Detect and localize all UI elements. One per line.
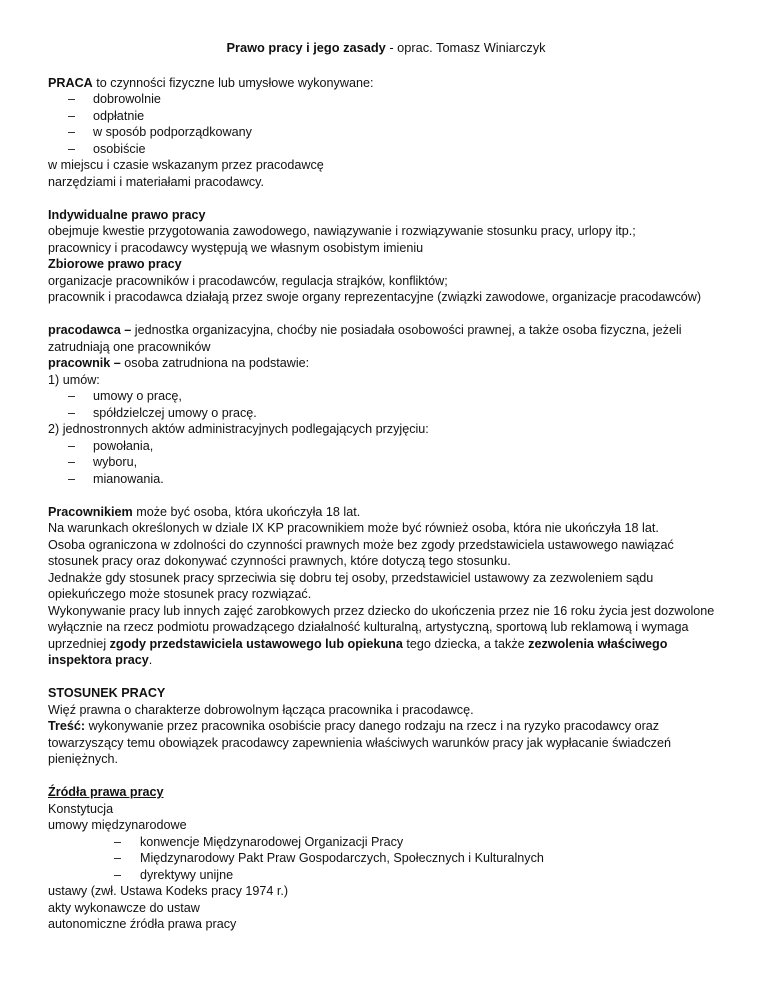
list-item: – osobiście	[48, 141, 724, 158]
praca-line-1: w miejscu i czasie wskazanym przez pracodawcę	[48, 158, 324, 172]
collective-law-heading-text: Zbiorowe prawo pracy	[48, 257, 182, 271]
pracownik-text: osoba zatrudniona na podstawie:	[120, 356, 310, 370]
individual-law-heading	[48, 207, 724, 224]
list-item: – dobrowolnie	[48, 91, 724, 108]
age-line-5-e: .	[148, 653, 153, 667]
document-title	[48, 40, 724, 57]
list-item: – umowy o pracę,	[48, 388, 724, 405]
sources-line-2: umowy międzynarodowe	[48, 818, 187, 832]
pracownik-definition	[48, 355, 724, 372]
list-item: – Międzynarodowy Pakt Praw Gospodarczych, Społecznych i Kulturalnych	[48, 850, 724, 867]
pracodawca-term: pracodawca –	[48, 323, 132, 337]
sources-line-5: autonomiczne źródła prawa pracy	[48, 917, 237, 931]
title-main: Prawo pracy i jego zasady	[226, 40, 386, 55]
stosunek-heading-text: STOSUNEK PRACY	[48, 686, 166, 700]
praca-term: PRACA	[48, 75, 93, 90]
individual-law-heading-text: Indywidualne prawo pracy	[48, 207, 206, 222]
section-sources	[48, 784, 724, 933]
section-stosunek	[48, 685, 724, 768]
praca-line-2: narzędziami i materiałami pracodawcy.	[48, 174, 265, 189]
pracodawca-text: jednostka organizacyjna, choćby nie posiadała osobowości prawnej, a także osoba fizyczna, jeżeli zatrudniają one pracowników	[48, 323, 682, 354]
praca-intro-text: to czynności fizyczne lub umysłowe wykonywane:	[92, 75, 374, 90]
pracownikiem-term: Pracownikiem	[48, 504, 133, 519]
section-definitions	[48, 322, 724, 487]
individual-law-line-2: pracownicy i pracodawcy występują we własnym osobistym imieniu	[48, 240, 424, 255]
list-item: – spółdzielczej umowy o pracę.	[48, 405, 724, 422]
sources-list	[48, 834, 724, 884]
age-line-5-a: Wykonywanie pracy lub innych zajęć zarobkowych przez dziecko do ukończenia przez nie 16 roku życia jest dozwolone wyłącznie na rzecz podmiotu prowadzącego działalność kulturalną, artystyczną, sportową lub reklamową i wymaga uprzedniej	[48, 603, 715, 651]
group-2-label: 2) jednostronnych aktów administracyjnych podlegających przyjęciu:	[48, 422, 429, 436]
list-item: – odpłatnie	[48, 108, 724, 125]
age-line-1-text: może być osoba, która ukończyła 18 lat.	[132, 504, 361, 519]
list-item: – powołania,	[48, 438, 724, 455]
praca-intro	[48, 75, 724, 92]
collective-law-line-1: organizacje pracowników i pracodawców, regulacja strajków, konfliktów;	[48, 273, 448, 288]
section-praca	[48, 75, 724, 191]
sources-line-3: ustawy (zwł. Ustawa Kodeks pracy 1974 r.)	[48, 884, 289, 898]
age-line-1	[48, 504, 724, 521]
collective-law-line-2: pracownik i pracodawca działają przez swoje organy reprezentacyjne (związki zawodowe, organizacje pracodawców)	[48, 290, 702, 304]
list-item: – mianowania.	[48, 471, 724, 488]
age-line-5-b: zgody przedstawiciela ustawowego lub opiekuna	[109, 636, 403, 651]
list-item: – dyrektywy unijne	[48, 867, 724, 884]
group-1-label: 1) umów:	[48, 372, 100, 387]
list-item: – konwencje Międzynarodowej Organizacji Pracy	[48, 834, 724, 851]
age-line-2: Na warunkach określonych w dziale IX KP pracownikiem może być również osoba, która nie ukończyła 18 lat.	[48, 521, 659, 535]
group-2-list	[48, 438, 724, 488]
list-item: – w sposób podporządkowany	[48, 124, 724, 141]
sources-heading-text: Źródła prawa pracy	[48, 785, 164, 799]
tresc-text: wykonywanie przez pracownika osobiście pracy danego rodzaju na rzecz i na ryzyko pracodawcy oraz towarzyszący temu obowiązek pracodawcy zapewnienia właściwych warunków pracy jak wypłacanie świadczeń pieniężnych.	[48, 719, 671, 766]
age-line-5	[48, 603, 724, 669]
group-1-list	[48, 388, 724, 421]
pracodawca-definition	[48, 322, 724, 355]
title-author: - oprac. Tomasz Winiarczyk	[385, 40, 546, 55]
collective-law-heading	[48, 256, 724, 273]
stosunek-heading	[48, 685, 724, 702]
individual-law-line-1: obejmuje kwestie przygotowania zawodowego, nawiązywanie i rozwiązywanie stosunku pracy, urlopy itp.;	[48, 224, 636, 238]
age-line-5-c: tego dziecka, a także	[402, 636, 529, 651]
section-age	[48, 504, 724, 669]
tresc-term: Treść:	[48, 719, 86, 733]
sources-line-4: akty wykonawcze do ustaw	[48, 900, 200, 915]
tresc-line	[48, 718, 724, 768]
list-item: – wyboru,	[48, 454, 724, 471]
stosunek-line-1: Więź prawna o charakterze dobrowolnym łącząca pracownika i pracodawcę.	[48, 702, 474, 717]
sources-heading	[48, 784, 724, 801]
section-prawo	[48, 207, 724, 306]
age-line-3: Osoba ograniczona w zdolności do czynności prawnych może bez zgody przedstawiciela ustawowego nawiązać stosunek pracy oraz dokonywać czynności prawnych, które dotyczą tego stosunku.	[48, 537, 674, 568]
pracownik-term: pracownik –	[48, 356, 121, 370]
age-line-5-d: zezwolenia właściwego inspektora pracy	[48, 636, 668, 667]
sources-line-1: Konstytucja	[48, 801, 114, 816]
praca-list	[48, 91, 724, 157]
age-line-4: Jednakże gdy stosunek pracy sprzeciwia się dobru tej osoby, przedstawiciel ustawowy za zezwoleniem sądu opiekuńczego może stosunek pracy rozwiązać.	[48, 570, 654, 601]
